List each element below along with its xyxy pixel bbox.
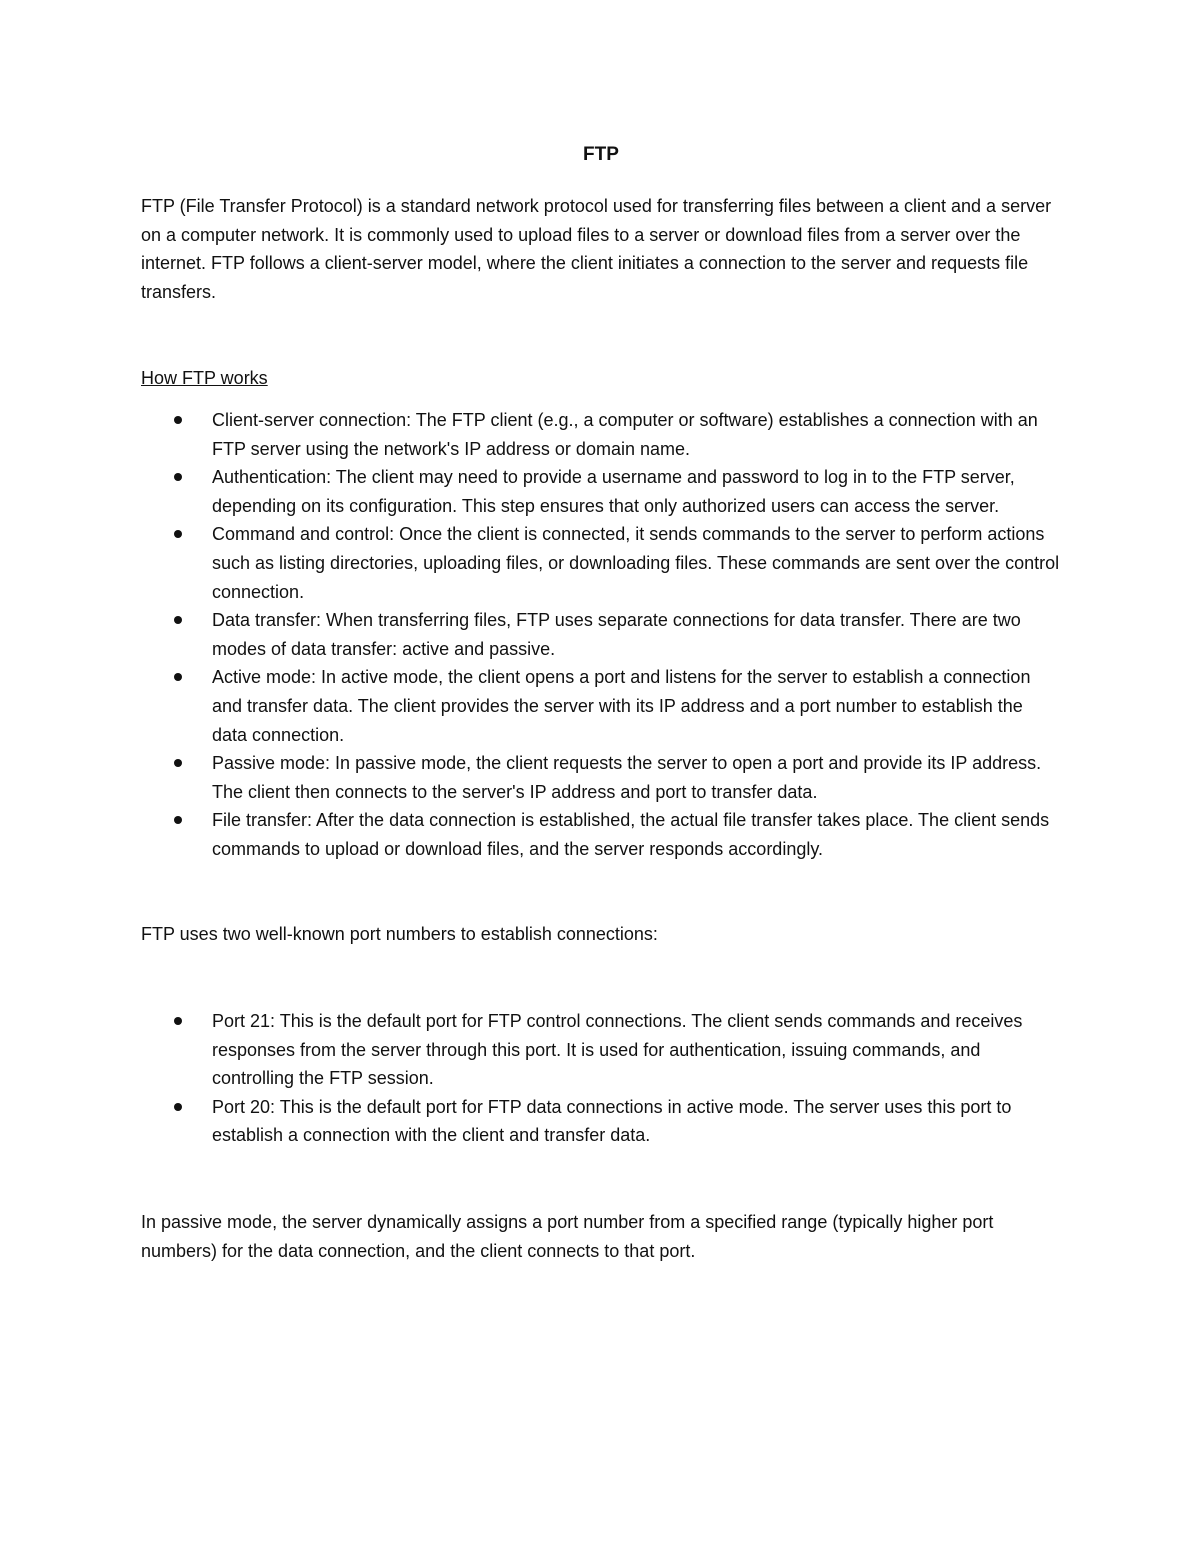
list-item bbox=[141, 749, 1061, 806]
section-heading-how-ftp-works: How FTP works bbox=[141, 368, 268, 389]
list-item bbox=[141, 1093, 1061, 1150]
port-numbers-list bbox=[141, 1007, 1061, 1150]
list-item-text: Command and control: Once the client is connected, it sends commands to the server to perform actions such as listing directories, uploading files, or downloading files. These commands are sent over the control connection. bbox=[212, 524, 1060, 602]
bullet-icon bbox=[174, 473, 182, 481]
list-item-text: Client-server connection: The FTP client (e.g., a computer or software) establishes a connection with an FTP server using the network's IP address or domain name. bbox=[212, 409, 1038, 459]
document-body bbox=[141, 140, 1061, 1265]
list-item bbox=[141, 606, 1061, 663]
list-item-text: Port 21: This is the default port for FTP control connections. The client sends commands and receives responses from the server through this port. It is used for authentication, issuing commands, and controlling the FTP session. bbox=[212, 1011, 1023, 1089]
list-item bbox=[141, 806, 1061, 863]
ports-intro-paragraph: FTP uses two well-known port numbers to establish connections: bbox=[141, 924, 658, 945]
how-ftp-works-list bbox=[141, 406, 1061, 864]
list-item bbox=[141, 1007, 1061, 1093]
bullet-icon bbox=[174, 530, 182, 538]
list-item bbox=[141, 406, 1061, 463]
bullet-icon bbox=[174, 759, 182, 767]
list-item-text: Port 20: This is the default port for FTP data connections in active mode. The server uses this port to establish a connection with the client and transfer data. bbox=[212, 1096, 1012, 1146]
list-item-text: Passive mode: In passive mode, the client requests the server to open a port and provide its IP address. The client then connects to the server's IP address and port to transfer data. bbox=[212, 753, 1042, 802]
list-item-text: Data transfer: When transferring files, FTP uses separate connections for data transfer. There are two modes of data transfer: active and passive. bbox=[212, 610, 1021, 659]
list-item-text: Active mode: In active mode, the client opens a port and listens for the server to establish a connection and transfer data. The client provides the server with its IP address and a port number to establish the data connection. bbox=[212, 667, 1031, 745]
bullet-icon bbox=[174, 616, 182, 624]
bullet-icon bbox=[174, 1103, 182, 1111]
list-item bbox=[141, 463, 1061, 520]
list-item bbox=[141, 520, 1061, 606]
page-title: FTP bbox=[583, 144, 619, 165]
bullet-icon bbox=[174, 673, 182, 681]
bullet-icon bbox=[174, 416, 182, 424]
bullet-icon bbox=[174, 1017, 182, 1025]
list-item-text: Authentication: The client may need to provide a username and password to log in to the FTP server, depending on its configuration. This step ensures that only authorized users can access the server. bbox=[212, 467, 1015, 516]
list-item-text: File transfer: After the data connection is established, the actual file transfer takes place. The client sends commands to upload or download files, and the server responds accordingly. bbox=[212, 810, 1050, 859]
bullet-icon bbox=[174, 816, 182, 824]
intro-paragraph: FTP (File Transfer Protocol) is a standard network protocol used for transferring files between a client and a server on a computer network. It is commonly used to upload files to a server or download files from a server over the internet. FTP follows a client-server model, where the client initiates a connection to the server and requests file transfers. bbox=[141, 196, 1052, 302]
passive-mode-paragraph: In passive mode, the server dynamically assigns a port number from a specified range (typically higher port numbers) for the data connection, and the client connects to that port. bbox=[141, 1212, 994, 1261]
list-item bbox=[141, 663, 1061, 749]
